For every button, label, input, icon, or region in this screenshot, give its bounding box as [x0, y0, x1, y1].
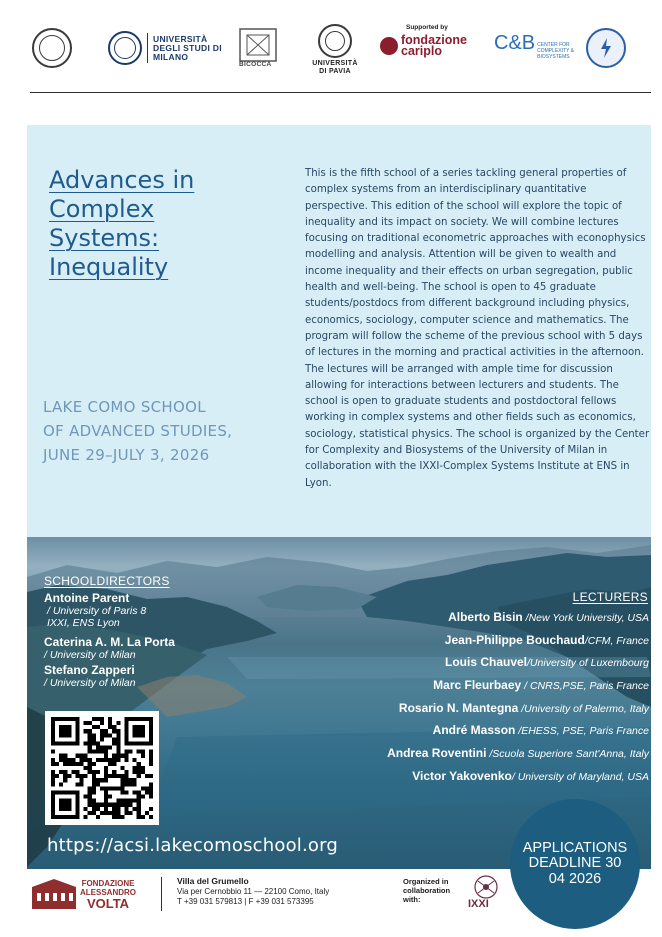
- lecturer-name: Andrea Roventini: [387, 746, 487, 761]
- pavia-seal-icon: [318, 24, 352, 58]
- pavia-logo: [310, 24, 360, 76]
- lecturer-name: Marc Fleurbaey: [433, 678, 522, 693]
- lecturer-entry: [329, 610, 649, 625]
- supported-by-label: Supported by: [406, 24, 448, 31]
- lecturer-affiliation: /University of Luxembourg: [527, 657, 649, 670]
- csb-logo-mark: C&B: [494, 31, 536, 54]
- director-entry: [44, 591, 244, 629]
- lightning-seal-icon: [586, 28, 626, 68]
- lecturer-name: Victor Yakovenko: [412, 768, 512, 783]
- lecturer-entry: [329, 655, 649, 670]
- pavia-logo-text: UNIVERSITÀ DI PAVIA: [312, 60, 358, 75]
- school-line: OF ADVANCED STUDIES,: [43, 422, 233, 440]
- lecturer-name: Rosario N. Mantegna: [398, 700, 519, 715]
- badge-line: DEADLINE 30: [528, 855, 622, 872]
- lecturer-entry: [329, 769, 649, 784]
- school-description: This is the fifth school of a series tackling general properties of complex systems from an interdisciplinary quantitative perspective. This edition of the school will explore the topic of inequality and its impact on society. We will combine lectures focusing on traditional econometric approaches with econophysics modelling and analysis. Attention will be given to wealth and income inequality and their effects on urban segregation, public health and well-being. The school is open to 45 graduate students/postdocs from different background including physics, economics, sociology, computer science and mathematics. The program will follow the scheme of the previous school with 5 days of lectures in the morning and practical activities in the afternoon. The lectures will be arranged with ample time for discussion allowing for interactions between lecturers and students. The school is open to graduate students and postdoctoral fellows working in complex systems and other fields such as economics, sociology, statistical physics. The school is organized by the Center for Complexity and Biosystems of the University of Milan in collaboration with the IXXI-Complex Systems Institute at ENS in Lyon.: [305, 168, 650, 489]
- fondazione-label: FONDAZIONE: [81, 879, 135, 888]
- director-name: Antoine Parent: [44, 591, 130, 605]
- volta-label: VOLTA: [86, 896, 130, 911]
- cariplo-logo: [380, 24, 476, 57]
- lecturer-name: Jean-Philippe Bouchaud: [444, 632, 585, 647]
- lecturer-entry: [329, 701, 649, 716]
- sponsor-logos: [28, 22, 634, 82]
- director-affiliation: / University of Milan: [44, 649, 136, 661]
- school-line: LAKE COMO SCHOOL: [43, 398, 206, 416]
- lecturer-affiliation: /CFM, France: [584, 634, 649, 647]
- school-dates: JUNE 29–JULY 3, 2026: [43, 446, 210, 464]
- cariplo-dot-icon: [380, 37, 398, 55]
- title-line: Complex: [49, 195, 155, 223]
- villa-building-icon: [30, 877, 78, 911]
- lecturer-entry: [329, 633, 649, 648]
- lecturer-affiliation: / University of Maryland, USA: [511, 770, 649, 783]
- event-title: [49, 166, 279, 282]
- lecturer-name: Alberto Bisin: [448, 610, 523, 624]
- venue-phone: T +39 031 579813 | F +39 031 573395: [177, 897, 314, 906]
- fondazione-volta-logo: [30, 877, 148, 911]
- insubria-seal-icon: [32, 28, 72, 68]
- csb-logo: [494, 26, 584, 60]
- director-affiliation: / University of Milan: [44, 677, 136, 689]
- director-affiliation: / University of Paris 8: [47, 605, 147, 617]
- bicocca-logo-text: BICOCCA: [239, 61, 272, 68]
- title-line: Advances in: [49, 166, 195, 194]
- directors-heading: SCHOOLDIRECTORS: [44, 574, 170, 588]
- director-name: Caterina A. M. La Porta: [44, 635, 175, 649]
- venue-address: Via per Cernobbio 11 — 22100 Como, Italy: [177, 887, 330, 896]
- unimi-seal-icon: [108, 31, 142, 65]
- lecturers-heading: LECTURERS: [572, 590, 648, 604]
- lecturer-name: André Masson: [432, 723, 516, 738]
- lightning-seal-logo: [586, 28, 626, 68]
- header-divider: [30, 92, 651, 93]
- venue-info: [177, 876, 329, 907]
- website-qr-code[interactable]: [45, 711, 159, 825]
- lecturer-affiliation: /EHESS, PSE, Paris France: [515, 725, 649, 738]
- insubria-logo: [32, 28, 72, 68]
- lecturer-affiliation: /New York University, USA: [522, 612, 649, 624]
- unimi-logo: [108, 31, 223, 65]
- director-name: Stefano Zapperi: [44, 663, 135, 677]
- applications-deadline-badge: [510, 799, 640, 929]
- badge-line: APPLICATIONS: [522, 839, 628, 856]
- unimi-logo-text: UNIVERSITÀ DEGLI STUDI DI MILANO: [153, 33, 222, 62]
- badge-line: 04 2026: [548, 870, 602, 887]
- school-directors: [44, 574, 244, 689]
- school-and-dates: [43, 395, 283, 467]
- fondazione-volta-text: [80, 879, 136, 910]
- ixxi-logo-text: IXXI: [468, 898, 489, 910]
- lecturers-list: [329, 590, 649, 792]
- venue-name: Villa del Grumello: [177, 876, 249, 886]
- lecturer-affiliation: / CNRS,PSE, Paris France: [521, 680, 649, 693]
- lecturer-entry: [329, 746, 649, 761]
- qr-code-icon: [51, 717, 153, 819]
- title-line: Inequality: [49, 253, 169, 281]
- footer-divider: [161, 877, 162, 911]
- alessandro-label: ALESSANDRO: [80, 888, 137, 897]
- director-entry: [44, 635, 244, 661]
- lecturer-affiliation: /Scuola Superiore Sant'Anna, Italy: [486, 748, 649, 761]
- organized-in-collaboration-label: Organized in collaboration with:: [403, 877, 451, 904]
- lecturer-affiliation: /University of Palermo, Italy: [518, 702, 649, 715]
- cariplo-logo-text: fondazione cariplo: [401, 33, 467, 58]
- lecturer-name: Louis Chauvel: [445, 655, 528, 670]
- director-affiliation: IXXI, ENS Lyon: [47, 617, 120, 629]
- bicocca-logo: [238, 27, 278, 69]
- title-line: Systems:: [49, 224, 160, 252]
- lecturer-entry: [329, 678, 649, 693]
- lecturer-entry: [329, 723, 649, 738]
- csb-logo-sub: CENTER FOR COMPLEXITY & BIOSYSTEMS: [537, 42, 574, 60]
- director-entry: [44, 663, 244, 689]
- website-link[interactable]: https://acsi.lakecomoschool.org: [47, 835, 339, 856]
